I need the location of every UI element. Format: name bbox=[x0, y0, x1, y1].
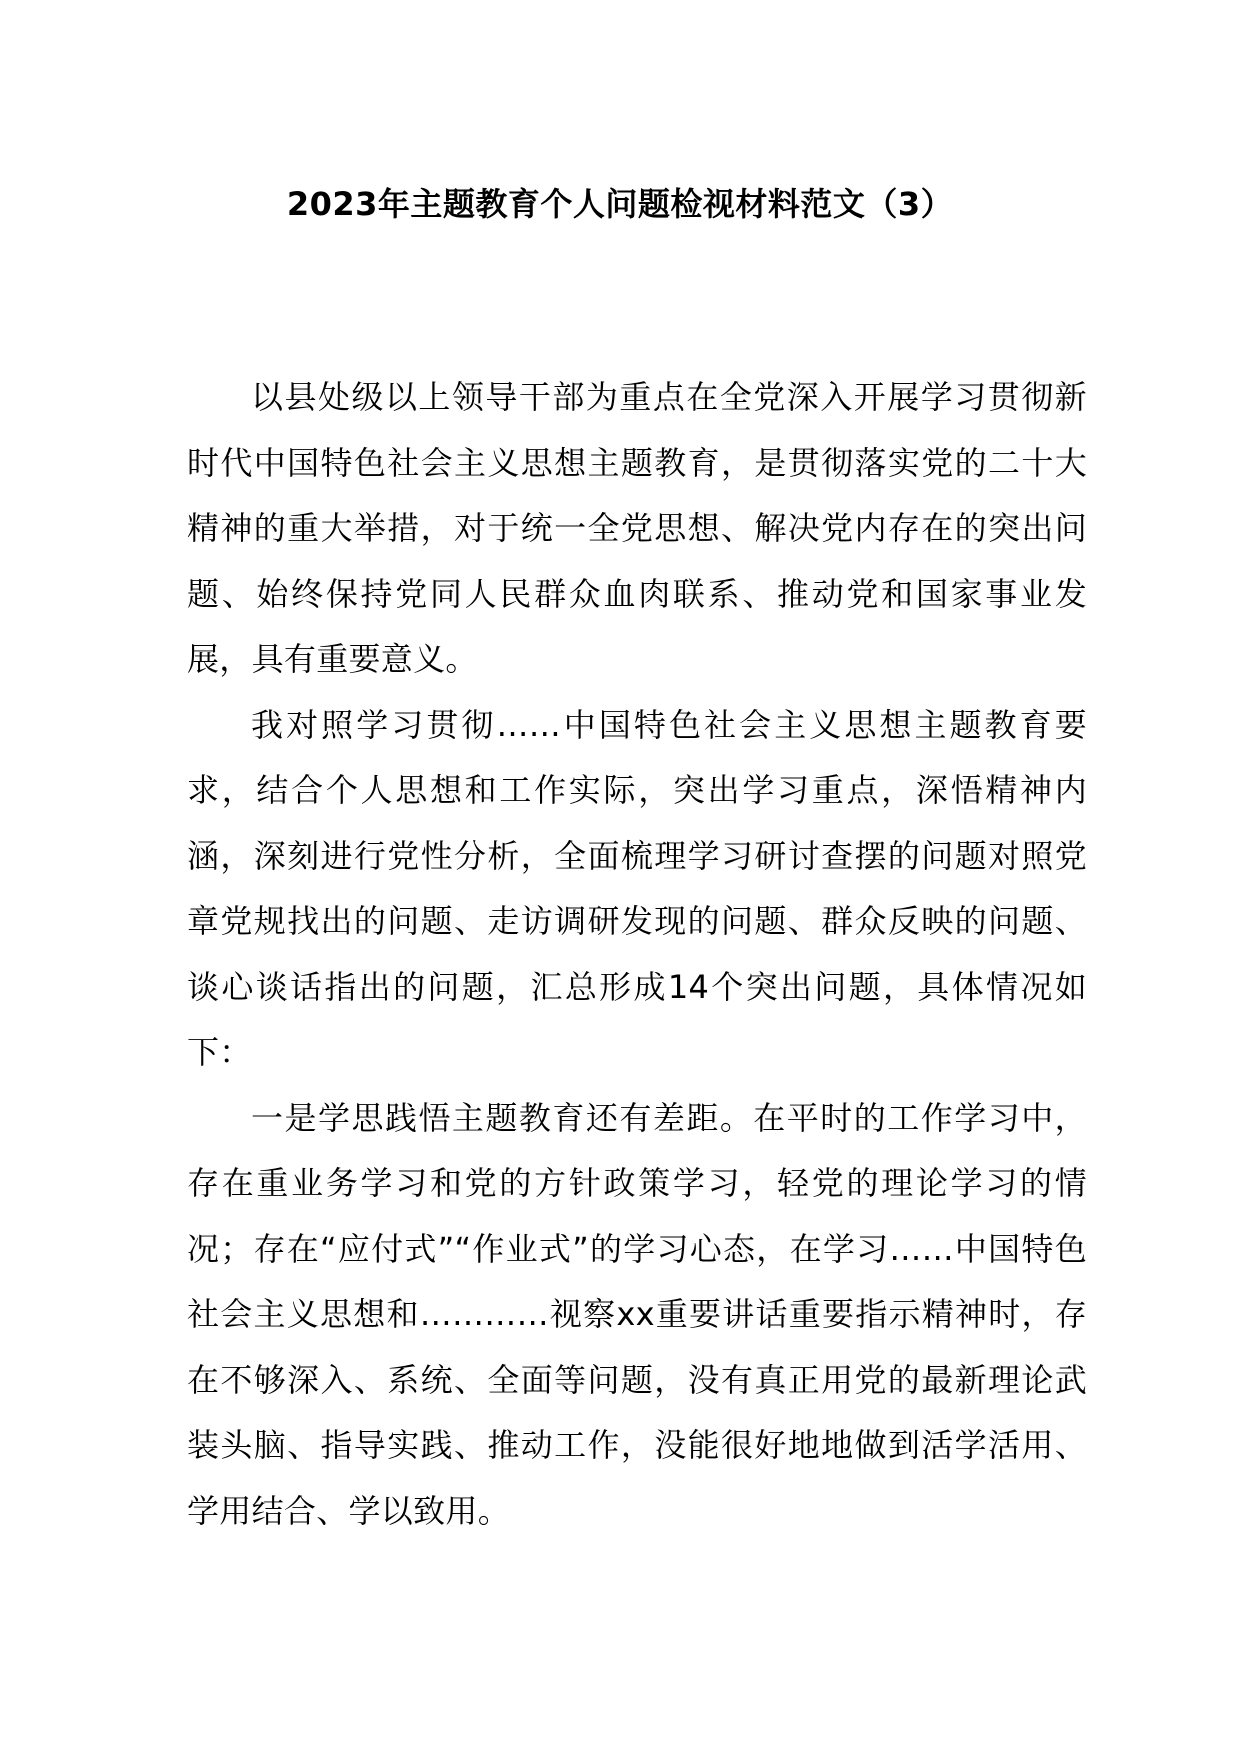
document-title: 2023年主题教育个人问题检视材料范文（3） bbox=[286, 185, 954, 223]
paragraph-problem-one: 一是学思践悟主题教育还有差距。在平时的工作学习中，存在重业务学习和党的方针政策学习，轻党的理论学习的情况；存在“应付式”“作业式”的学习心态，在学习……中国特色社会主义思想和…………视察xx重要讲话重要指示精神时，存在不够深入、系统、全面等问题，没有真正用党的最新理论武装头脑、指导实践、推动工作，没能很好地地做到活学活用、学用结合、学以致用。 bbox=[187, 1098, 1087, 1530]
document-body bbox=[187, 365, 1087, 1544]
paragraph-intro: 以县处级以上领导干部为重点在全党深入开展学习贯彻新时代中国特色社会主义思想主题教育，是贯彻落实党的二十大精神的重大举措，对于统一全党思想、解决党内存在的突出问题、始终保持党同人民群众血肉联系、推动党和国家事业发展，具有重要意义。 bbox=[187, 378, 1087, 678]
paragraph-self-review: 我对照学习贯彻……中国特色社会主义思想主题教育要求，结合个人思想和工作实际，突出学习重点，深悟精神内涵，深刻进行党性分析，全面梳理学习研讨查摆的问题对照党章党规找出的问题、走访调研发现的问题、群众反映的问题、谈心谈话指出的问题，汇总形成14个突出问题，具体情况如下： bbox=[187, 705, 1087, 1071]
